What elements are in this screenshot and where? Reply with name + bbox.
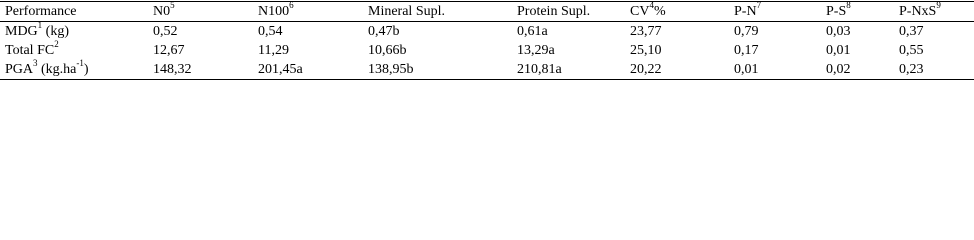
table-cell: 12,67: [153, 43, 185, 58]
table-cell: 201,45a: [258, 62, 303, 77]
header-p-nxs: P-NxS$^9$: [899, 0, 941, 19]
header-p-s: $P-S^8$: [826, 0, 851, 19]
table-cell: 0,01: [826, 43, 851, 58]
table-cell: 20,22: [630, 62, 662, 77]
table-cell: 0,54: [258, 24, 283, 39]
header-n0: $N0^5$: [153, 0, 175, 19]
table-cell: 10,66b: [368, 43, 407, 58]
header-p-n: $P-N^7$: [734, 0, 762, 19]
header-n100: $N100^6$: [258, 0, 294, 19]
table-cell: 0,47b: [368, 24, 400, 39]
table-row-pga: [0, 60, 974, 80]
table-cell: 25,10: [630, 43, 662, 58]
table-cell: 0,01: [734, 62, 759, 77]
header-mineral-supl: Mineral Supl.: [368, 4, 445, 19]
row-label: Total $FC^2$: [5, 39, 59, 58]
table-header-row: [0, 2, 974, 22]
results-table-container: [0, 0, 941, 84]
table-cell: 148,32: [153, 62, 192, 77]
performance-results-table: [0, 1, 974, 80]
table-cell: 0,03: [826, 24, 851, 39]
table-cell: 138,95b: [368, 62, 414, 77]
table-cell: 0,61a: [517, 24, 548, 39]
header-protein-supl: Protein Supl.: [517, 4, 591, 19]
table-row-mdg: [0, 22, 974, 42]
table-cell: 0,52: [153, 24, 178, 39]
table-cell: 0,23: [899, 62, 924, 77]
table-cell: 0,79: [734, 24, 759, 39]
table-cell: 210,81a: [517, 62, 562, 77]
table-cell: 0,17: [734, 43, 759, 58]
header-cv: $CV^4\%$: [630, 0, 666, 19]
row-label: MDG$^1$ (kg): [5, 20, 69, 39]
table-row-total-fc: [0, 41, 974, 60]
table-cell: 0,02: [826, 62, 851, 77]
table-cell: 11,29: [258, 43, 289, 58]
table-cell: 0,55: [899, 43, 924, 58]
row-label: PGA$^3$ $(kg.ha^{-1})$: [5, 58, 89, 77]
header-performance: Performance: [5, 4, 77, 19]
table-cell: 23,77: [630, 24, 662, 39]
table-cell: 0,37: [899, 24, 924, 39]
table-cell: 13,29a: [517, 43, 555, 58]
